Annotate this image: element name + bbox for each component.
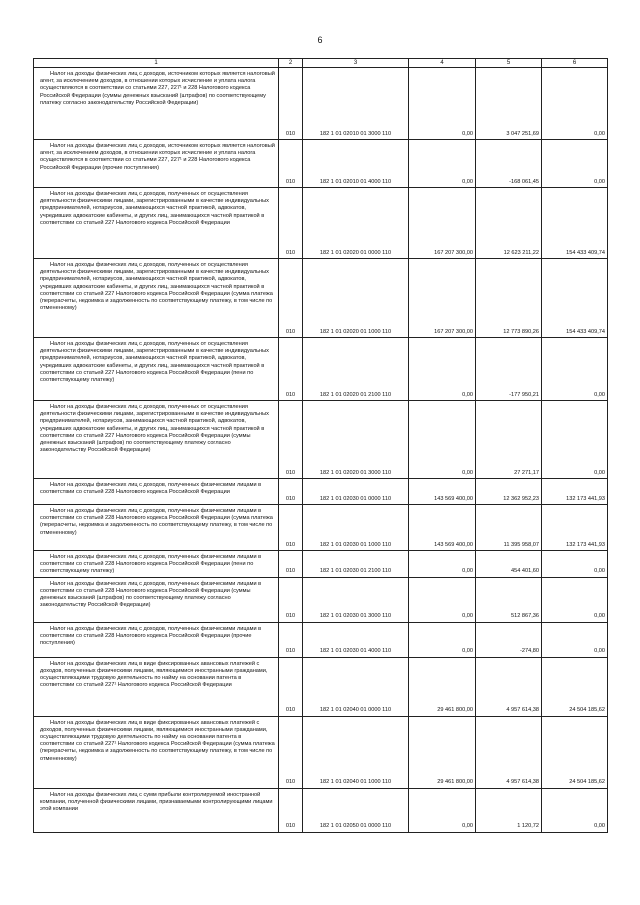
row-description-text: Налог на доходы физических лиц с доходов, полученных от осуществления деятельности физическими лицами, зарегистрированными в качестве индивидуальных предпринимателей, нотариусов, занимающихся частной практикой, адвокатов, учредивших адвокатские кабинеты, и других лиц, занимающихся частной практикой в соответствии со статьей 227 Налогового кодекса Российской Федерации — [40, 191, 269, 226]
table-row — [34, 551, 608, 578]
row-code: 010 — [279, 657, 303, 716]
row-unexecuted-amount: 0,00 — [542, 140, 608, 188]
column-header: 3 — [303, 59, 409, 68]
table-row — [34, 188, 608, 259]
row-code: 010 — [279, 259, 303, 338]
row-description — [34, 716, 279, 788]
table-row — [34, 657, 608, 716]
row-executed-amount: 3 047 251,69 — [476, 68, 542, 140]
row-description-text: Налог на доходы физических лиц с доходов, источником которых является налоговый агент, за исключением доходов, в отношении которых исчисление и уплата налога осуществляются в соответствии со статьями 227, 227¹ и 228 Налогового кодекса Российской Федерации (суммы денежных взысканий (штрафов) по соответствующему платежу согласно законодательству Российской Федерации) — [40, 71, 275, 106]
row-kbk-code: 182 1 01 02030 01 0000 110 — [303, 479, 409, 505]
row-executed-amount: 1 120,72 — [476, 788, 542, 832]
row-unexecuted-amount: 24 504 185,62 — [542, 716, 608, 788]
row-executed-amount: 454 401,60 — [476, 551, 542, 578]
row-executed-amount: 4 957 614,38 — [476, 716, 542, 788]
row-approved-amount: 0,00 — [409, 140, 476, 188]
column-header: 2 — [279, 59, 303, 68]
row-code: 010 — [279, 788, 303, 832]
row-description — [34, 68, 279, 140]
table-row — [34, 505, 608, 551]
row-approved-amount: 0,00 — [409, 338, 476, 401]
table-row — [34, 401, 608, 479]
column-header-row — [34, 59, 608, 68]
row-kbk-code: 182 1 01 02020 01 2100 110 — [303, 338, 409, 401]
row-description — [34, 788, 279, 832]
row-executed-amount: -177 950,21 — [476, 338, 542, 401]
table-row — [34, 577, 608, 622]
row-unexecuted-amount: 0,00 — [542, 338, 608, 401]
row-kbk-code: 182 1 01 02030 01 1000 110 — [303, 505, 409, 551]
row-approved-amount: 0,00 — [409, 551, 476, 578]
row-description-text: Налог на доходы физических лиц в виде фиксированных авансовых платежей с доходов, полученных физическими лицами, являющимися иностранными гражданами, осуществляющими трудовую деятельность по найму на основании патента в соответствии со статьей 227¹ Налогового кодекса Российской Федерации — [40, 660, 268, 689]
table-row — [34, 622, 608, 657]
row-description — [34, 338, 279, 401]
row-kbk-code: 182 1 01 02040 01 1000 110 — [303, 716, 409, 788]
row-description-text: Налог на доходы физических лиц с доходов, полученных физическими лицами в соответствии со статьей 228 Налогового кодекса Российской Федерации (пени по соответствующему платежу) — [40, 554, 262, 575]
row-description-text: Налог на доходы физических лиц с доходов, полученных физическими лицами в соответствии со статьей 228 Налогового кодекса Российской Федерации — [40, 482, 262, 496]
row-description — [34, 188, 279, 259]
row-kbk-code: 182 1 01 02020 01 1000 110 — [303, 259, 409, 338]
row-description-text: Налог на доходы физических лиц с доходов, полученных от осуществления деятельности физическими лицами, зарегистрированными в качестве индивидуальных предпринимателей, нотариусов, занимающихся частной практикой, адвокатов, учредивших адвокатские кабинеты, и других лиц, занимающихся частной практикой в соответствии со статьей 227 Налогового кодекса Российской Федерации (сумма платежа (перерасчеты, недоимка и задолженность по соответствующему платежу, в том числе по отмененному) — [40, 262, 273, 312]
table-row — [34, 140, 608, 188]
row-description-text: Налог на доходы физических лиц с доходов, полученных физическими лицами в соответствии со статьей 228 Налогового кодекса Российской Федерации (прочие поступления) — [40, 625, 262, 647]
row-approved-amount: 0,00 — [409, 68, 476, 140]
table-row — [34, 716, 608, 788]
row-approved-amount: 0,00 — [409, 577, 476, 622]
row-kbk-code: 182 1 01 02010 01 4000 110 — [303, 140, 409, 188]
row-approved-amount: 143 569 400,00 — [409, 505, 476, 551]
row-kbk-code: 182 1 01 02040 01 0000 110 — [303, 657, 409, 716]
table-row — [34, 68, 608, 140]
row-code: 010 — [279, 188, 303, 259]
row-description — [34, 140, 279, 188]
row-description — [34, 657, 279, 716]
row-description — [34, 622, 279, 657]
table-row — [34, 259, 608, 338]
row-code: 010 — [279, 401, 303, 479]
row-executed-amount: -168 061,45 — [476, 140, 542, 188]
row-code: 010 — [279, 479, 303, 505]
row-code: 010 — [279, 622, 303, 657]
row-unexecuted-amount: 132 173 441,93 — [542, 505, 608, 551]
row-description — [34, 479, 279, 505]
row-unexecuted-amount: 0,00 — [542, 577, 608, 622]
row-approved-amount: 0,00 — [409, 788, 476, 832]
row-approved-amount: 0,00 — [409, 401, 476, 479]
row-approved-amount: 29 461 800,00 — [409, 716, 476, 788]
row-approved-amount: 0,00 — [409, 622, 476, 657]
row-description-text: Налог на доходы физических лиц с доходов, полученных физическими лицами в соответствии со статьей 228 Налогового кодекса Российской Федерации (сумма платежа (перерасчеты, недоимка и задолженность по соответствующему платежу, в том числе по отмененному) — [40, 508, 273, 536]
row-description-text: Налог на доходы физических лиц с доходов, полученных от осуществления деятельности физическими лицами, зарегистрированными в качестве индивидуальных предпринимателей, нотариусов, занимающихся частной практикой, адвокатов, учредивших адвокатские кабинеты, и других лиц, занимающихся частной практикой в соответствии со статьей 227 Налогового кодекса Российской Федерации (суммы денежных взысканий (штрафов) по соответствующему платежу согласно законодательству Российской Федерации) — [40, 404, 269, 454]
row-unexecuted-amount: 0,00 — [542, 401, 608, 479]
row-kbk-code: 182 1 01 02010 01 3000 110 — [303, 68, 409, 140]
row-code: 010 — [279, 716, 303, 788]
row-description-text: Налог на доходы физических лиц с доходов, полученных от осуществления деятельности физическими лицами, зарегистрированными в качестве индивидуальных предпринимателей, нотариусов, занимающихся частной практикой, адвокатов, учредивших адвокатские кабинеты, и других лиц, занимающихся частной практикой в соответствии со статьей 227 Налогового кодекса Российской Федерации (пени по соответствующему платежу) — [40, 341, 269, 384]
row-approved-amount: 29 461 800,00 — [409, 657, 476, 716]
page-number: 6 — [317, 35, 323, 45]
row-executed-amount: 11 395 958,07 — [476, 505, 542, 551]
row-unexecuted-amount: 24 504 185,62 — [542, 657, 608, 716]
row-kbk-code: 182 1 01 02030 01 2100 110 — [303, 551, 409, 578]
row-description-text: Налог на доходы физических лиц с доходов, полученных физическими лицами в соответствии со статьей 228 Налогового кодекса Российской Федерации (суммы денежных взысканий (штрафов) по соответствующему платежу согласно законодательству Российской Федерации) — [40, 580, 262, 609]
column-header: 6 — [542, 59, 608, 68]
row-executed-amount: 12 773 890,26 — [476, 259, 542, 338]
row-unexecuted-amount: 154 433 409,74 — [542, 188, 608, 259]
row-description — [34, 401, 279, 479]
row-code: 010 — [279, 68, 303, 140]
row-kbk-code: 182 1 01 02050 01 0000 110 — [303, 788, 409, 832]
row-description — [34, 551, 279, 578]
row-unexecuted-amount: 0,00 — [542, 622, 608, 657]
row-executed-amount: -274,80 — [476, 622, 542, 657]
row-executed-amount: 27 271,17 — [476, 401, 542, 479]
row-description-text: Налог на доходы физических лиц с доходов, источником которых является налоговый агент, за исключением доходов, в отношении которых исчисление и уплата налога осуществляются в соответствии со статьями 227, 227¹ и 228 Налогового кодекса Российской Федерации (прочие поступления) — [40, 143, 275, 171]
row-kbk-code: 182 1 01 02020 01 0000 110 — [303, 188, 409, 259]
row-code: 010 — [279, 505, 303, 551]
row-description — [34, 505, 279, 551]
row-unexecuted-amount: 0,00 — [542, 788, 608, 832]
row-approved-amount: 167 207 300,00 — [409, 259, 476, 338]
row-code: 010 — [279, 140, 303, 188]
table-row — [34, 338, 608, 401]
row-unexecuted-amount: 0,00 — [542, 68, 608, 140]
row-unexecuted-amount: 0,00 — [542, 551, 608, 578]
revenue-table — [33, 58, 608, 833]
row-unexecuted-amount: 154 433 409,74 — [542, 259, 608, 338]
table-row — [34, 479, 608, 505]
row-executed-amount: 4 957 614,38 — [476, 657, 542, 716]
row-kbk-code: 182 1 01 02020 01 3000 110 — [303, 401, 409, 479]
row-code: 010 — [279, 551, 303, 578]
column-header: 1 — [34, 59, 279, 68]
row-executed-amount: 12 623 211,22 — [476, 188, 542, 259]
row-description — [34, 577, 279, 622]
row-code: 010 — [279, 577, 303, 622]
row-description-text: Налог на доходы физических лиц с сумм прибыли контролируемой иностранной компании, полученной физическими лицами, признаваемыми контролирующими лицами этой компании — [40, 791, 273, 813]
row-kbk-code: 182 1 01 02030 01 3000 110 — [303, 577, 409, 622]
row-unexecuted-amount: 132 173 441,93 — [542, 479, 608, 505]
table-row — [34, 788, 608, 832]
row-approved-amount: 167 207 300,00 — [409, 188, 476, 259]
row-kbk-code: 182 1 01 02030 01 4000 110 — [303, 622, 409, 657]
row-approved-amount: 143 569 400,00 — [409, 479, 476, 505]
row-executed-amount: 12 362 952,23 — [476, 479, 542, 505]
row-description-text: Налог на доходы физических лиц в виде фиксированных авансовых платежей с доходов, полученных физическими лицами, являющимися иностранными гражданами, осуществляющими трудовую деятельность по найму на основании патента в соответствии со статьей 227¹ Налогового кодекса Российской Федерации (сумма платежа (перерасчеты, недоимка и задолженность по соответствующему платежу, в том числе по отмененному) — [40, 719, 275, 762]
row-code: 010 — [279, 338, 303, 401]
row-description — [34, 259, 279, 338]
column-header: 5 — [476, 59, 542, 68]
row-executed-amount: 512 867,36 — [476, 577, 542, 622]
column-header: 4 — [409, 59, 476, 68]
